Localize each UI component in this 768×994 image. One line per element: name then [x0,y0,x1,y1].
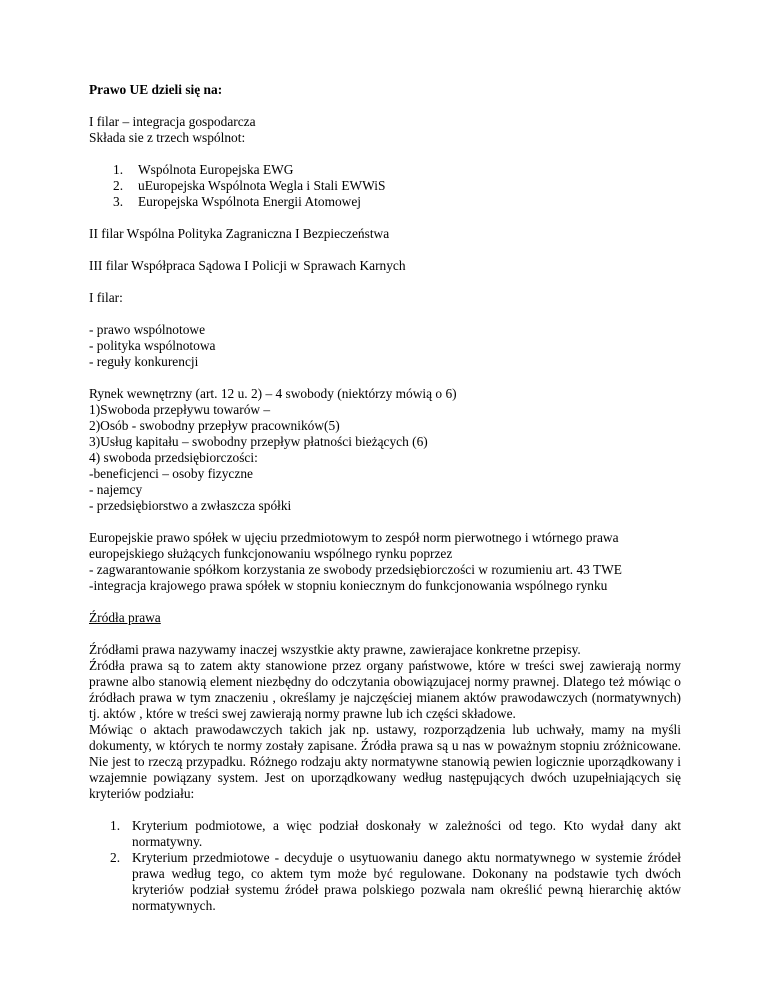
sources-paragraph: Źródła prawa są to zatem akty stanowione przez organy państwowe, które w treści swej zawierają normy prawne albo stanowią element niezbędny do odczytania obowiązujacej normy prawnej. Dlatego też mówiąc o źródłach prawa w tym znaczeniu , określamy je najczęściej mianem aktów prawodawczych (normatywnych) tj. aktów , które w treści swej zawierają normy prawne lub ich części składowe. [89,658,681,721]
market-line: - przedsiębiorstwo a zwłaszcza spółki [89,498,292,513]
document-page [89,82,681,914]
list-item: 3. Europejska Wspólnota Energii Atomowej [113,194,362,209]
market-line: 3)Usług kapitału – swobodny przepływ płatności bieżących (6) [89,434,428,449]
market-line: -beneficjenci – osoby fizyczne [89,466,253,481]
criteria-list [89,818,681,914]
list-item: 1. Kryterium podmiotowe, a więc podział doskonały w zależności od tego. Kto wydał dany akt normatywny. [110,818,681,849]
company-law-line: -integracja krajowego prawa spółek w stopniu koniecznym do funkcjonowania wspólnego rynku [89,578,608,593]
sources-paragraph: Mówiąc o aktach prawodawczych takich jak np. ustawy, rozporządzenia lub uchwały, mamy na myśli dokumenty, w których te normy zostały zapisane. Źródła prawa są u nas w poważnym stopniu zróżnicowane. Nie jest to rzeczą przypadku. Różnego rodzaju akty normatywne stanowią pewien logicznie uporządkowany i wzajemnie powiązany system. Jest on uporządkowany według następujących dwóch uzupełniających się kryteriów podziału: [89,722,681,801]
company-law-line: - zagwarantowanie spółkom korzystania ze swobody przedsiębiorczości w rozumieniu art. 43 TWE [89,562,622,577]
list-item: 1. Wspólnota Europejska EWG [113,162,294,177]
communities-list [89,162,681,210]
sources-paragraph: Źródłami prawa nazywamy inaczej wszystkie akty prawne, zawierajace konkretne przepisy. [89,642,581,657]
pillar2-line: II filar Wspólna Polityka Zagraniczna I Bezpieczeństwa [89,226,390,241]
list-item: 2. Kryterium przedmiotowe - decyduje o usytuowaniu danego aktu normatywnego w systemie źródeł prawa według tego, co aktem tym może być regulowane. Dokonany na podstawie tych dwóch kryteriów podział systemu źródeł prawa polskiego pozwala nam określić pewną hierarchię aktów normatywnych. [110,850,681,913]
market-line: 4) swoboda przedsiębiorczości: [89,450,258,465]
market-line: 1)Swoboda przepływu towarów – [89,402,271,417]
pillar3-line: III filar Współpraca Sądowa I Policji w Sprawach Karnych [89,258,406,273]
sources-heading: Źródła prawa [89,610,161,625]
list-item: - prawo wspólnotowe [89,322,206,337]
list-item: - reguły konkurencji [89,354,199,369]
company-law-line: Europejskie prawo spółek w ujęciu przedmiotowym to zespół norm pierwotnego i wtórnego prawa [89,530,619,545]
market-line: - najemcy [89,482,143,497]
document-title: Prawo UE dzieli się na: [89,82,223,97]
pillar1-subheading: Składa sie z trzech wspólnot: [89,130,246,145]
pillar1-label: I filar: [89,290,123,305]
list-item: - polityka wspólnotowa [89,338,216,353]
market-line: 2)Osób - swobodny przepływ pracowników(5) [89,418,340,433]
list-item: 2. uEuropejska Wspólnota Wegla i Stali EWWiS [113,178,386,193]
market-line: Rynek wewnętrzny (art. 12 u. 2) – 4 swobody (niektórzy mówią o 6) [89,386,457,401]
pillar1-heading: I filar – integracja gospodarcza [89,114,256,129]
company-law-line: europejskiego służących funkcjonowaniu wspólnego rynku poprzez [89,546,453,561]
